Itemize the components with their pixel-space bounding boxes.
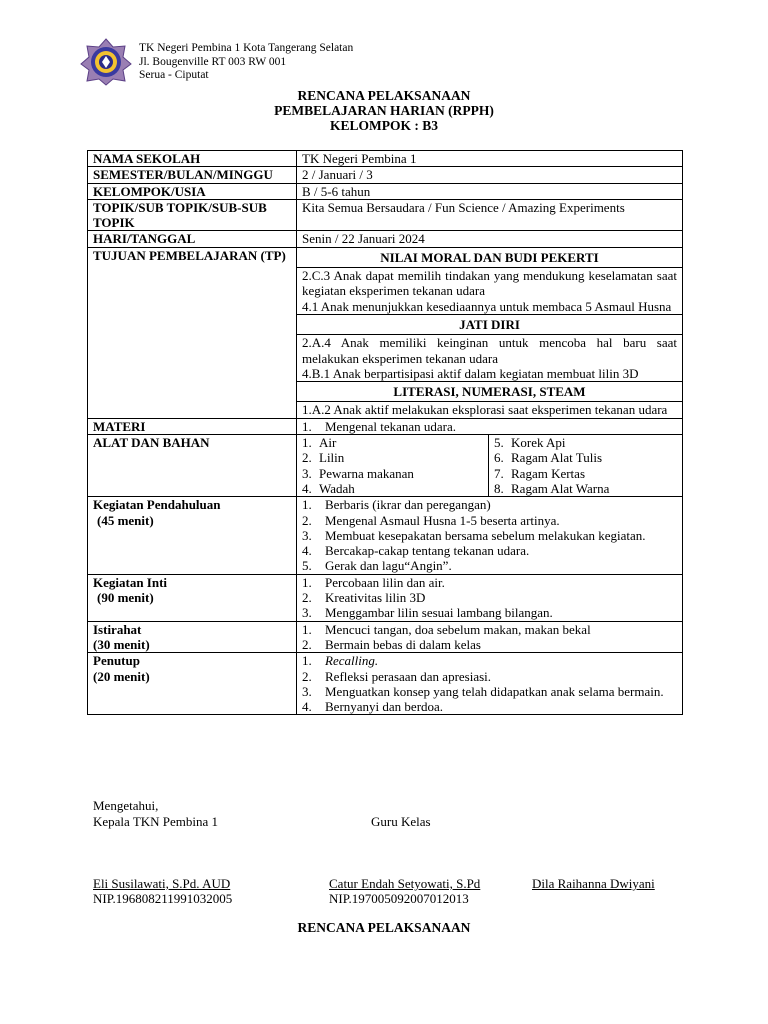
value-nama-sekolah: TK Negeri Pembina 1: [297, 151, 683, 167]
list-number: 6.: [494, 450, 504, 466]
list-text: Bercakap-cakap tentang tekanan udara.: [325, 543, 530, 559]
istirahat-duration: (30 menit): [93, 636, 150, 652]
list-number: 3.: [302, 465, 312, 481]
istirahat-title: Istirahat: [93, 621, 142, 637]
label-alat: ALAT DAN BAHAN: [88, 435, 297, 497]
value-topik: Kita Semua Bersaudara / Fun Science / Amazing Experiments: [297, 199, 683, 231]
list-number: 3.: [302, 527, 312, 543]
doc-title-1: RENCANA PELAKSANAAN: [297, 88, 471, 103]
inti-title: Kegiatan Inti: [93, 574, 168, 590]
list-number: 2.: [302, 636, 312, 652]
row-hari: [88, 231, 683, 247]
list-item: [302, 575, 677, 590]
list-number: 1.: [302, 574, 312, 590]
list-text: Mencuci tangan, doa sebelum makan, makan bekal: [325, 621, 591, 637]
list-number: 2.: [302, 590, 312, 606]
list-text: Membuat kesepakatan bersama sebelum melakukan kegiatan.: [325, 527, 646, 543]
list-number: 5.: [302, 558, 312, 574]
alat-list-left: [302, 435, 483, 496]
list-item: [302, 558, 677, 573]
list-number: 7.: [494, 465, 504, 481]
list-text: Air: [319, 435, 337, 451]
list-text: Bernyanyi dan berdoa.: [325, 699, 444, 715]
label-tujuan: TUJUAN PEMBELAJARAN (TP): [88, 247, 297, 418]
row-penutup: [88, 653, 683, 715]
list-number: 2.: [302, 450, 312, 466]
kepala-title: Kepala TKN Pembina 1: [93, 814, 219, 829]
penutup-title: Penutup: [93, 653, 140, 669]
list-number: 1.: [302, 621, 312, 637]
list-number: 1.: [302, 497, 312, 513]
mengetahui-text: Mengetahui,: [93, 798, 159, 813]
row-pendahuluan: [88, 497, 683, 574]
list-item: [302, 605, 677, 620]
list-number: 4.: [302, 699, 312, 715]
value-hari: Senin / 22 Januari 2024: [297, 231, 683, 247]
next-page-title: RENCANA PELAKSANAAN: [297, 920, 471, 935]
value-materi: [297, 418, 683, 434]
list-item: [494, 435, 609, 450]
label-kelompok: KELOMPOK/USIA: [88, 183, 297, 199]
list-number: 1.: [302, 653, 312, 669]
label-hari: HARI/TANGGAL: [88, 231, 297, 247]
tp-2c3: 2.C.3 Anak dapat memilih tindakan yang mendukung keselamatan saat kegiatan eksperimen tekanan udara: [302, 268, 677, 299]
pendahuluan-title: Kegiatan Pendahuluan: [93, 497, 221, 513]
list-number: 5.: [494, 435, 504, 451]
label-istirahat: [88, 621, 297, 653]
label-penutup: [88, 653, 297, 715]
list-text: Recalling.: [325, 653, 379, 669]
row-alat: [88, 435, 683, 497]
list-text: Ragam Alat Tulis: [511, 450, 603, 466]
row-nama-sekolah: [88, 151, 683, 167]
list-text: Refleksi perasaan dan apresiasi.: [325, 668, 492, 684]
value-pendahuluan: [297, 497, 683, 574]
penutup-list: [302, 653, 677, 714]
row-kelompok: [88, 183, 683, 199]
list-item: [302, 653, 677, 668]
list-item: [494, 450, 609, 465]
penutup-duration: (20 menit): [93, 668, 150, 684]
label-topik: TOPIK/SUB TOPIK/SUB-SUB TOPIK: [88, 199, 297, 231]
pendahuluan-duration: (45 menit): [97, 512, 154, 528]
tp-1a2: 1.A.2 Anak aktif melakukan eksplorasi saat eksperimen tekanan udara: [302, 402, 668, 418]
school-address: Jl. Bougenville RT 003 RW 001: [139, 55, 287, 68]
list-number: 3.: [302, 683, 312, 699]
signatory-3-name: Dila Raihanna Dwiyani: [532, 876, 655, 891]
value-tujuan: [297, 247, 683, 418]
alat-list-right: [494, 435, 609, 496]
label-inti: [88, 574, 297, 621]
row-tujuan: [88, 247, 683, 418]
row-semester: [88, 167, 683, 183]
list-item: [302, 637, 677, 652]
tp-4-1: 4.1 Anak menunjukkan kesediaannya untuk membaca 5 Asmaul Husna: [302, 298, 672, 314]
tp-4b1: 4.B.1 Anak berpartisipasi aktif dalam kegiatan membuat lilin 3D: [302, 365, 639, 381]
list-number: 8.: [494, 480, 504, 496]
school-name: TK Negeri Pembina 1 Kota Tangerang Selatan: [139, 42, 354, 54]
list-item: [302, 513, 677, 528]
list-text: Berbaris (ikrar dan peregangan): [325, 497, 491, 513]
list-text: Menggambar lilin sesuai lambang bilangan.: [325, 605, 553, 621]
pendahuluan-list: [302, 497, 677, 573]
list-number: 3.: [302, 605, 312, 621]
list-text: Ragam Kertas: [511, 465, 586, 481]
list-item: [302, 543, 677, 558]
list-item: [302, 466, 483, 481]
row-inti: [88, 574, 683, 621]
list-text: Bermain bebas di dalam kelas: [325, 636, 481, 652]
istirahat-list: [302, 622, 677, 653]
list-text: Gerak dan lagu“Angin”.: [325, 558, 452, 574]
label-semester: SEMESTER/BULAN/MINGGU: [88, 167, 297, 183]
list-text: Ragam Alat Warna: [511, 480, 610, 496]
school-area: Serua - Ciputat: [139, 69, 209, 81]
doc-title-3: KELOMPOK : B3: [330, 118, 438, 133]
list-text: Mengenal tekanan udara.: [325, 418, 457, 434]
list-number: 1.: [302, 435, 312, 451]
row-materi: [88, 418, 683, 434]
school-info: [139, 42, 353, 83]
list-text: Menguatkan konsep yang telah didapatkan anak selama bermain.: [325, 683, 664, 699]
list-item: [302, 497, 677, 512]
list-item: [494, 481, 609, 496]
list-item: [302, 435, 483, 450]
list-text: Kreativitas lilin 3D: [325, 590, 426, 606]
list-text: Korek Api: [511, 435, 566, 451]
inti-duration: (90 menit): [97, 590, 154, 606]
list-item: [302, 481, 483, 496]
list-item: [494, 466, 609, 481]
list-number: 4.: [302, 543, 312, 559]
list-text: Percobaan lilin dan air.: [325, 574, 445, 590]
value-istirahat: [297, 621, 683, 653]
list-item: [302, 528, 677, 543]
list-number: 2.: [302, 512, 312, 528]
doc-title-2: PEMBELAJARAN HARIAN (RPPH): [274, 103, 494, 118]
tp-2a4: 2.A.4 Anak memiliki keinginan untuk mencoba hal baru saat melakukan eksperimen tekanan udara: [302, 335, 677, 366]
section-nilai-moral: NILAI MORAL DAN BUDI PEKERTI: [297, 248, 682, 268]
list-number: 4.: [302, 480, 312, 496]
signatory-1-nip: NIP.196808211991032005: [93, 891, 233, 906]
value-alat: [297, 435, 683, 497]
signatory-1-name: Eli Susilawati, S.Pd. AUD: [93, 876, 231, 891]
list-item: [302, 669, 677, 684]
list-number: 1.: [302, 418, 312, 434]
list-item: [302, 684, 677, 699]
value-kelompok: B / 5-6 tahun: [297, 183, 683, 199]
list-item: [302, 622, 677, 637]
list-item: [302, 699, 677, 714]
signatory-2-name: Catur Endah Setyowati, S.Pd: [329, 876, 481, 891]
rpph-table: [87, 150, 683, 715]
label-materi: MATERI: [88, 418, 297, 434]
list-text: Lilin: [319, 450, 345, 466]
label-nama-sekolah: NAMA SEKOLAH: [88, 151, 297, 167]
guru-title: Guru Kelas: [371, 814, 431, 829]
value-penutup: [297, 653, 683, 715]
value-semester: 2 / Januari / 3: [297, 167, 683, 183]
inti-list: [302, 575, 677, 621]
label-pendahuluan: [88, 497, 297, 574]
list-text: Mengenal Asmaul Husna 1-5 beserta artinya.: [325, 512, 560, 528]
list-item: [302, 450, 483, 465]
signatory-2-nip: NIP.197005092007012013: [329, 891, 469, 906]
row-istirahat: [88, 621, 683, 653]
section-literasi: LITERASI, NUMERASI, STEAM: [297, 381, 682, 402]
school-logo: [80, 38, 132, 86]
row-topik: [88, 199, 683, 231]
list-item: [302, 590, 677, 605]
list-text: Wadah: [319, 480, 355, 496]
list-number: 2.: [302, 668, 312, 684]
value-inti: [297, 574, 683, 621]
section-jati-diri: JATI DIRI: [297, 314, 682, 335]
list-text: Pewarna makanan: [319, 465, 414, 481]
list-item: [302, 419, 677, 434]
